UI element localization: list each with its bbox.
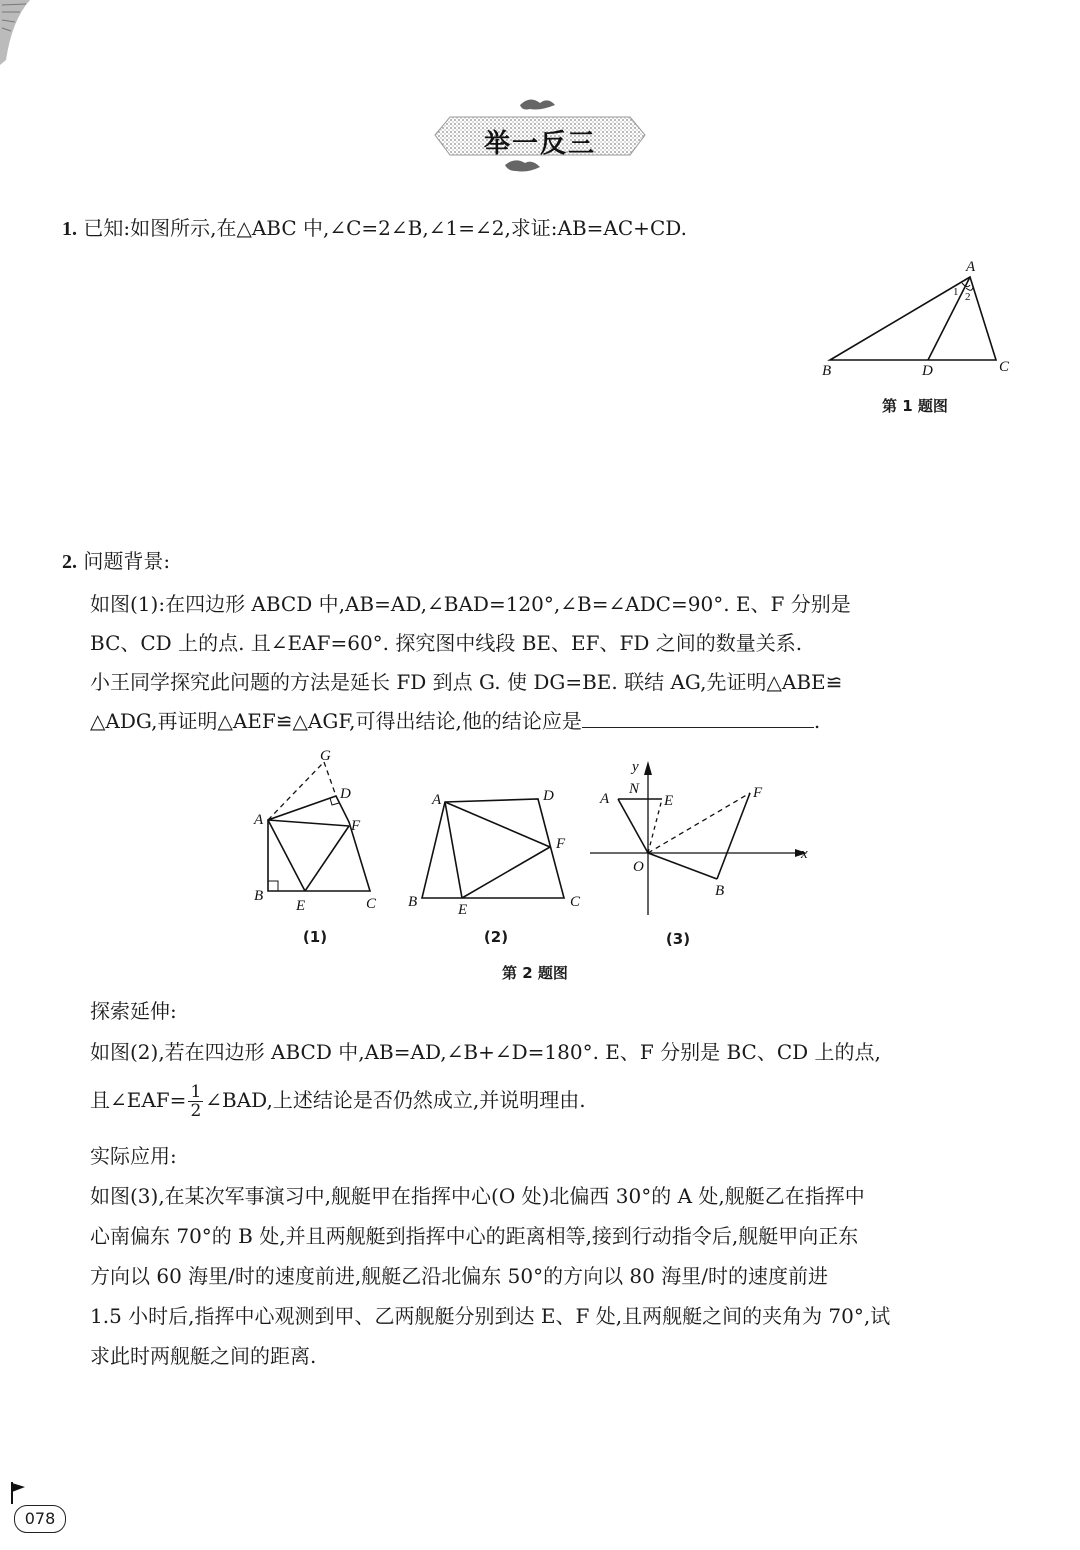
- section-banner: [430, 95, 650, 185]
- answer-blank[interactable]: [582, 703, 814, 728]
- paragraph-background-1: 如图(1):在四边形 ABCD 中,AB=AD,∠BAD=120°,∠B=∠ADC=90°. E、F 分别是: [90, 592, 851, 616]
- label-e: E: [458, 902, 468, 918]
- label-g: G: [320, 748, 331, 764]
- label-d: D: [340, 786, 351, 802]
- period: .: [813, 709, 821, 733]
- label-n: N: [629, 781, 640, 797]
- question-2-heading: [62, 545, 362, 578]
- figure-2-2: [400, 780, 600, 920]
- paragraph-background-4: [90, 703, 1020, 739]
- label-y: y: [632, 759, 639, 775]
- quadrilateral-abcd: [422, 799, 564, 898]
- banner-title: 举一反三: [483, 129, 596, 159]
- fraction-numerator: 1: [190, 1082, 202, 1102]
- paragraph-application-5: 求此时两舰艇之间的距离.: [90, 1344, 317, 1368]
- label-f: F: [556, 836, 566, 852]
- label-c: C: [999, 359, 1010, 375]
- label-e: E: [296, 898, 306, 914]
- label-a: A: [600, 791, 610, 807]
- section-heading-extension: 探索延伸:: [90, 999, 177, 1023]
- paragraph-text: 且∠EAF=: [90, 1088, 187, 1112]
- label-f: F: [753, 785, 763, 801]
- label-f: F: [351, 818, 361, 834]
- paragraph-application-4: 1.5 小时后,指挥中心观测到甲、乙两舰艇分别到达 E、F 处,且两舰艇之间的夹角为 70°,试: [90, 1304, 891, 1328]
- label-d: D: [543, 788, 554, 804]
- label-c: C: [366, 896, 377, 912]
- fraction-one-half: [188, 1083, 203, 1120]
- label-a: A: [966, 259, 976, 275]
- label-b: B: [715, 883, 725, 899]
- figure-1-triangle: [810, 255, 1030, 385]
- label-angle-1: 1: [953, 286, 959, 298]
- question-number: 2.: [62, 551, 77, 573]
- label-e: E: [664, 793, 674, 809]
- label-b: B: [254, 888, 264, 904]
- figure-2-1: [250, 748, 390, 918]
- section-heading-application: 实际应用:: [90, 1144, 177, 1168]
- paragraph-text: △ADG,再证明△AEF≌△AGF,可得出结论,他的结论应是: [90, 709, 582, 733]
- flag-icon: [8, 1480, 28, 1504]
- triangle-abc: [830, 277, 996, 360]
- label-o: O: [633, 859, 644, 875]
- question-number: 1.: [62, 218, 77, 240]
- figure-2-3-caption: (3): [665, 930, 691, 948]
- paragraph-application-3: 方向以 60 海里/时的速度前进,舰艇乙沿北偏东 50°的方向以 80 海里/时的速度前进: [90, 1264, 828, 1288]
- paragraph-extension-1: 如图(2),若在四边形 ABCD 中,AB=AD,∠B+∠D=180°. E、F 分别是 BC、CD 上的点,: [90, 1040, 881, 1064]
- figure-2-1-caption: (1): [302, 928, 328, 946]
- figure-2-2-caption: (2): [483, 928, 509, 946]
- paragraph-background-2: BC、CD 上的点. 且∠EAF=60°. 探究图中线段 BE、EF、FD 之间的数量关系.: [90, 631, 803, 655]
- figure-1-caption: 第 1 题图: [882, 397, 948, 415]
- corner-decoration: [0, 0, 40, 70]
- figure-2-caption: 第 2 题图: [502, 964, 568, 982]
- label-b: B: [408, 894, 418, 910]
- label-c: C: [570, 894, 581, 910]
- figure-2-3: [585, 755, 825, 925]
- question-text: 已知:如图所示,在△ABC 中,∠C=2∠B,∠1=∠2,求证:AB=AC+CD.: [83, 216, 687, 240]
- label-d: D: [922, 363, 933, 379]
- paragraph-background-3: 小王同学探究此问题的方法是延长 FD 到点 G. 使 DG=BE. 联结 AG,先证明△ABE≌: [90, 670, 843, 694]
- page-number: 078: [14, 1505, 66, 1533]
- section-heading-background: 问题背景:: [83, 549, 171, 573]
- fraction-denominator: 2: [190, 1101, 202, 1121]
- paragraph-extension-2: [90, 1082, 1020, 1120]
- label-angle-2: 2: [965, 291, 971, 303]
- label-a: A: [432, 792, 442, 808]
- label-x: x: [801, 846, 808, 862]
- paragraph-text: ∠BAD,上述结论是否仍然成立,并说明理由.: [205, 1088, 586, 1112]
- paragraph-application-1: 如图(3),在某次军事演习中,舰艇甲在指挥中心(O 处)北偏西 30°的 A 处,舰艇乙在指挥中: [90, 1184, 865, 1208]
- label-b: B: [822, 363, 832, 379]
- question-1: [62, 212, 962, 245]
- quadrilateral-abcd: [268, 796, 370, 891]
- paragraph-application-2: 心南偏东 70°的 B 处,并且两舰艇到指挥中心的距离相等,接到行动指令后,舰艇甲向正东: [90, 1224, 859, 1248]
- label-a: A: [254, 812, 264, 828]
